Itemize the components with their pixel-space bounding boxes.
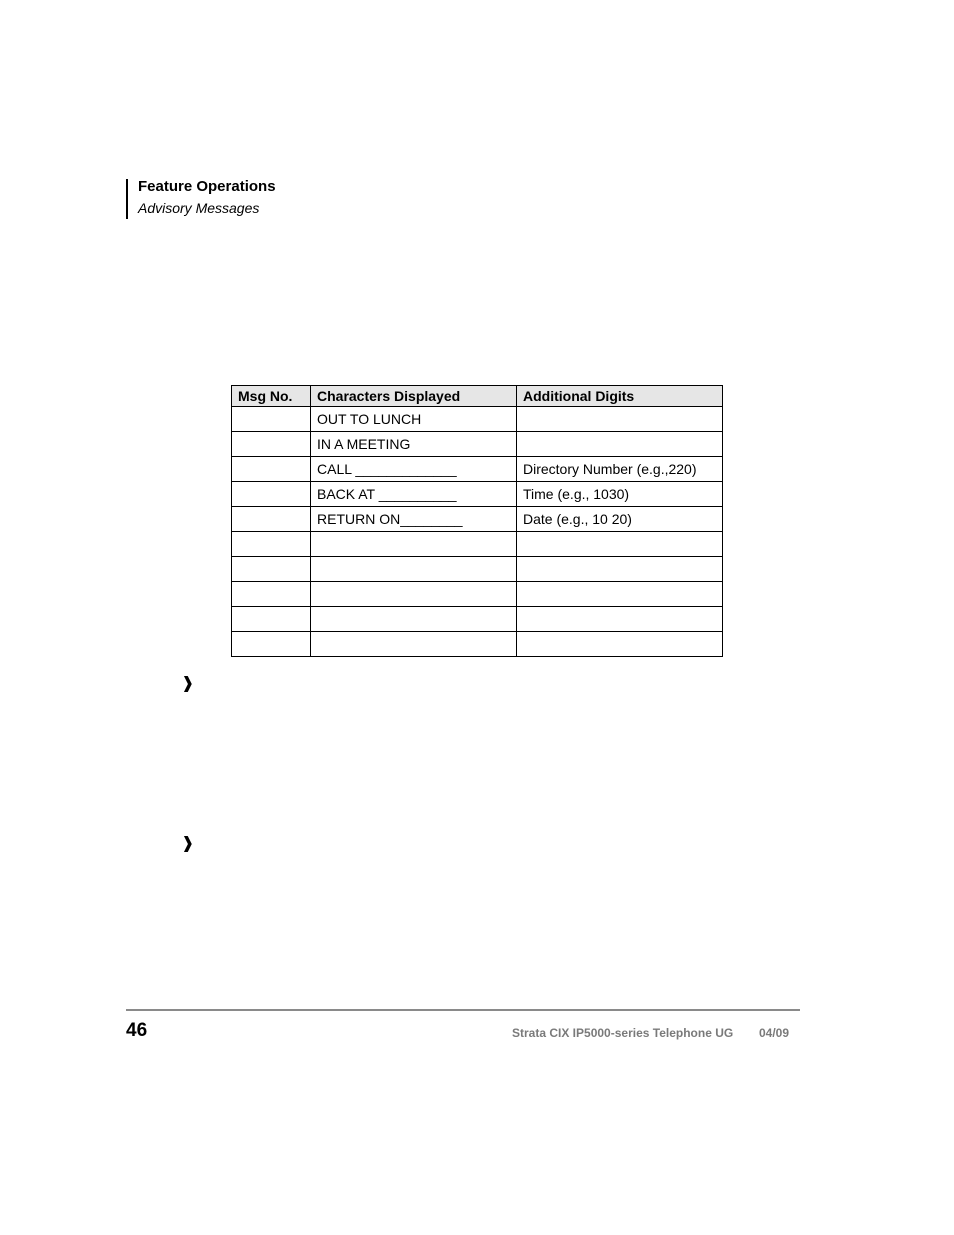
table-row — [232, 582, 723, 607]
page-number: 46 — [126, 1020, 148, 1041]
characters-cell — [311, 532, 517, 557]
table-row — [232, 457, 723, 482]
additional-digits-cell: Directory Number (e.g.,220) — [517, 457, 723, 482]
table-row — [232, 557, 723, 582]
footer-date: 04/09 — [759, 1026, 790, 1040]
msg-no-cell — [232, 582, 311, 607]
table-row — [232, 407, 723, 432]
characters-cell: RETURN ON________ — [311, 507, 517, 532]
table-row — [232, 507, 723, 532]
header-rule — [126, 179, 128, 219]
footer-rule — [126, 1009, 800, 1011]
msg-no-cell — [232, 607, 311, 632]
table-row — [232, 432, 723, 457]
table-header-row — [232, 386, 723, 407]
table-row — [232, 632, 723, 657]
characters-cell: OUT TO LUNCH — [311, 407, 517, 432]
additional-digits-cell — [517, 582, 723, 607]
table-row — [232, 532, 723, 557]
additional-digits-cell — [517, 407, 723, 432]
additional-digits-cell — [517, 607, 723, 632]
table-row — [232, 607, 723, 632]
msg-no-cell — [232, 432, 311, 457]
characters-cell — [311, 557, 517, 582]
characters-cell: IN A MEETING — [311, 432, 517, 457]
characters-cell — [311, 607, 517, 632]
table-row — [232, 482, 723, 507]
additional-digits-cell: Date (e.g., 10 20) — [517, 507, 723, 532]
msg-no-cell — [232, 507, 311, 532]
msg-no-cell — [232, 407, 311, 432]
footer-document-title: Strata CIX IP5000-series Telephone UG — [512, 1026, 734, 1040]
characters-cell — [311, 632, 517, 657]
msg-no-cell — [232, 557, 311, 582]
section-subtitle: Advisory Messages — [138, 200, 260, 216]
msg-no-cell — [232, 482, 311, 507]
additional-digits-cell: Time (e.g., 1030) — [517, 482, 723, 507]
additional-digits-cell — [517, 632, 723, 657]
additional-digits-cell — [517, 557, 723, 582]
column-header-msg-no: Msg No. — [232, 386, 311, 407]
msg-no-cell — [232, 532, 311, 557]
characters-cell — [311, 582, 517, 607]
characters-cell: CALL _____________ — [311, 457, 517, 482]
column-header-additional-digits: Additional Digits — [517, 386, 723, 407]
column-header-characters-displayed: Characters Displayed — [311, 386, 517, 407]
arrow-bullet-icon: ❱ — [181, 835, 195, 852]
msg-no-cell — [232, 632, 311, 657]
advisory-messages-table — [231, 385, 723, 657]
additional-digits-cell — [517, 432, 723, 457]
additional-digits-cell — [517, 532, 723, 557]
section-title: Feature Operations — [138, 178, 276, 195]
characters-cell: BACK AT __________ — [311, 482, 517, 507]
arrow-bullet-icon: ❱ — [181, 675, 195, 692]
msg-no-cell — [232, 457, 311, 482]
